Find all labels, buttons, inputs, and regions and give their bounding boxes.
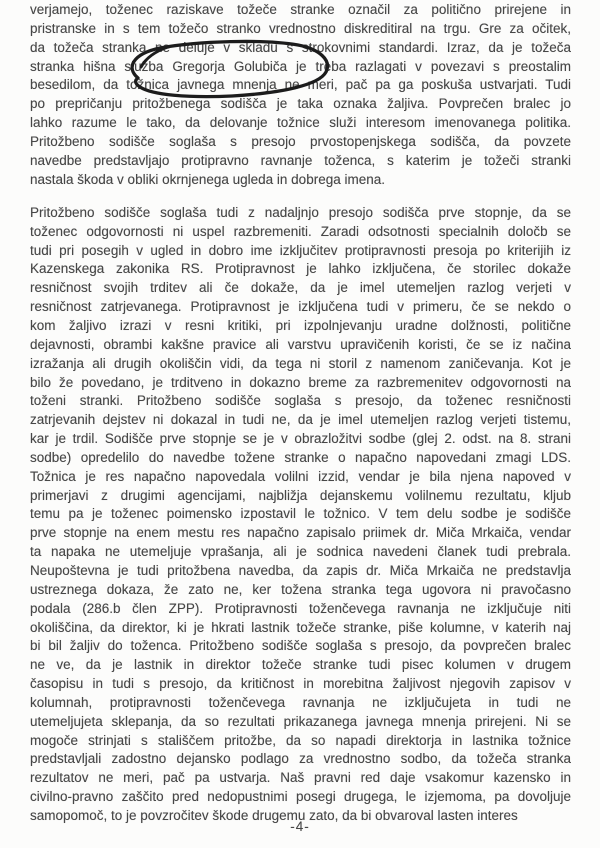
text-line: zatrjevanih dejstev ni dokazal in tudi ne, da je imel utemeljen razlog verjeti tistemu, <box>30 412 571 428</box>
text-line: mogoče strinjati s stališčem pritožbe, da so napadi direktorja in lastnika tožnice <box>30 732 571 748</box>
text-line: toženec odgovornosti ni uspel razbremeniti. Zaradi odsotnosti specialnih določb se <box>30 223 571 239</box>
text-line: besedilom, da tožnica javnega mnenja ne meri, pač pa ga poskuša ustvarjati. Tudi <box>30 77 571 93</box>
text-line: kom žaljivo izrazi v resni kritiki, pri izpolnjevanju uradne dolžnosti, politične <box>30 318 571 333</box>
text-line: temu pa je toženec poimensko izpostavil le tožnico. V tem delu sodbe je sodišče <box>30 506 571 522</box>
text-line: izražanja ali drugih okoliščin vidi, da tega ni storil z namenom zaničevanja. Kot je <box>30 355 571 371</box>
text-line: Pritožbeno sodišče soglaša tudi z nadaljnjo presojo sodišča prve stopnje, da se <box>30 204 571 220</box>
paragraph-2 <box>30 204 571 826</box>
text-line: stranka hišna služba Gregorja Golubiča je treba razlagati v povezavi s preostalim <box>30 58 571 74</box>
text-line: pristranske in s tem tožečo stranko vrednostno diskreditiral na trgu. Gre za očitek, <box>30 20 571 36</box>
text-line: Neupoštevna je tudi pritožbena navedba, da zapis dr. Miča Mrkaiča ne predstavlja <box>30 562 571 578</box>
text-line: lahko razume le tako, da delovanje tožnice služi interesom imenovanega politika. <box>30 115 571 131</box>
text-line: tudi pri posegih v ugled in dobro ime izključitev protipravnosti presoja po kriterijih iz <box>30 242 571 258</box>
text-line: bi bil žaljiv do toženca. Pritožbeno sodišče soglaša s presojo, da povprečen bralec <box>30 638 571 654</box>
text-line: ta napaka ne utemeljuje vprašanja, ali je sodnica navedeni članek tudi prebrala. <box>30 544 571 560</box>
text-line: resničnost zatrjevanega. Protipravnost je izključena tudi v primeru, če se nekdo o <box>30 299 571 315</box>
page-number: -4- <box>290 819 310 834</box>
text-line: časopisu in tudi s presojo, da kritičnost in morebitna žaljivost njegovih zapisov v <box>30 676 571 692</box>
text-line: verjamejo, toženec raziskave tožeče stranke označil za politično prirejene in <box>30 2 571 17</box>
text-line: nastala škoda v obliki okrnjenega ugleda in dobrega imena. <box>30 171 385 187</box>
text-line: samopomoč, to je povzročitev škode drugemu zato, da bi obvaroval lasten interes <box>30 807 518 823</box>
text-line: toženi stranki. Pritožbeno sodišče soglaša s presojo, da toženec resničnosti <box>30 393 571 409</box>
paragraph-1 <box>30 1 571 189</box>
text-line: sodbe) opredelilo do navedbe tožene stranke o napačno napovedani zmagi LDS. <box>30 449 571 465</box>
text-line: dejavnosti, obrambi kakšne pravice ali varstvu upravičenih koristi, če se iz načina <box>30 336 571 352</box>
text-line: kar je trdil. Sodišče prve stopnje se je v obrazložitvi sodbe (glej 2. odst. na 8. strani <box>30 431 571 447</box>
text-line: rezultatov ne meri, pač pa ustvarja. Naš pravni red daje vsakomur kazensko in <box>30 770 571 786</box>
text-line: kolumnah, protipravnosti toženčevega ravnanja ne izključujeta in tudi ne <box>30 694 571 710</box>
text-line: utemeljujeta sklepanja, da so rezultati prikazanega javnega mnenja prirejeni. Ni se <box>30 713 571 729</box>
body-text <box>30 1 571 840</box>
text-line: primerjavi z drugimi agencijami, najbližja dejanskemu volilnemu rezultatu, kljub <box>30 487 571 503</box>
text-line: Kazenskega zakonika RS. Protipravnost je lahko izključena, če storilec dokaže <box>30 261 571 277</box>
text-line: prve stopnje na enem mestu res napačno zapisalo priimek dr. Miča Mrkaiča, vendar <box>30 525 571 541</box>
text-line: da tožeča stranka ne deluje v skladu s strokovnimi standardi. Izraz, da je tožeča <box>30 39 571 55</box>
text-line: po prepričanju pritožbenega sodišča je taka oznaka žaljiva. Povprečen bralec jo <box>30 96 571 112</box>
text-line: okoliščina, da direktor, ki je hkrati lastnik tožeče stranke, piše kolumne, v katerih naj <box>30 619 571 635</box>
text-line: bilo že povedano, je trditveno in dokazno breme za razbremenitev odgovornosti na <box>30 374 571 390</box>
text-line: resničnost svojih trditev ali če dokaže, da je imel utemeljen razlog verjeti v <box>30 280 571 296</box>
text-line: navedbe predstavljajo protipravno ravnanje toženca, s katerim je tožeči stranki <box>30 152 571 168</box>
text-line: podala (286.b člen ZPP). Protipravnosti toženčevega ravnanja ne izključuje niti <box>30 600 571 616</box>
text-line: predstavljali zadostno dejansko podlago za vrednostno sodbo, da tožeča stranka <box>30 751 571 767</box>
text-line: ustreznega dokaza, že zato ne, ker tožena stranka tega ugovora ni pravočasno <box>30 581 571 597</box>
text-line: Tožnica je res napačno napovedala volilni izzid, vendar je bila njena napoved v <box>30 468 571 484</box>
text-line: Pritožbeno sodišče soglaša s presojo prvostopenjskega sodišča, da povzete <box>30 133 571 149</box>
text-line: civilno-pravno zaščito pred nedopustnimi posegi drugega, le izjemoma, pa dovoljuje <box>30 789 571 805</box>
text-line: ne ve, da je lastnik in direktor tožeče stranke tudi pisec kolumen v drugem <box>30 657 571 673</box>
